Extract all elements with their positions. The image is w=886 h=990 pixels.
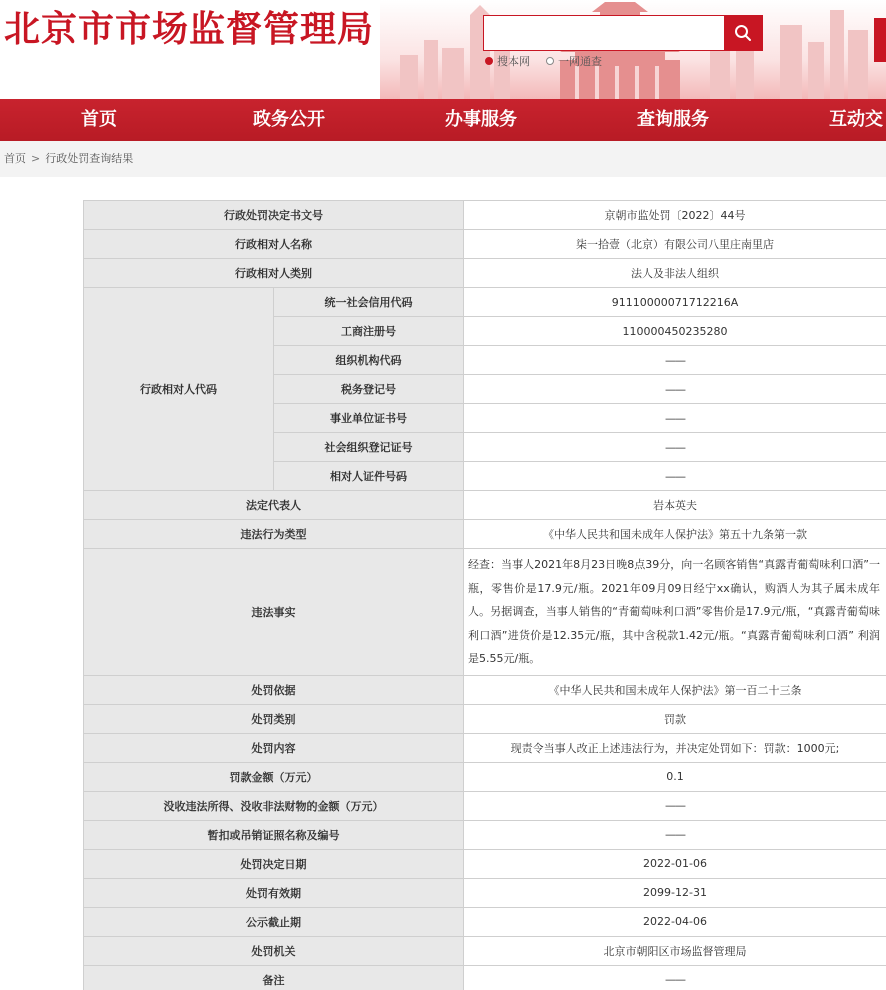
- field-label: 违法行为类型: [84, 520, 464, 549]
- party-category: 法人及非法人组织: [464, 259, 886, 288]
- scope-option-label: 一网通查: [558, 55, 602, 68]
- field-label: 处罚机关: [84, 936, 464, 965]
- fine-amount: 0.1: [464, 762, 886, 791]
- table-row: [84, 965, 886, 990]
- table-row: [84, 704, 886, 733]
- search-box: [483, 15, 763, 51]
- institution-cert-number: ——: [464, 404, 886, 433]
- table-row: [84, 878, 886, 907]
- search-scope: [485, 53, 602, 69]
- field-label: 公示截止期: [84, 907, 464, 936]
- decision-number: 京朝市监处罚〔2022〕44号: [464, 201, 886, 230]
- penalty-record: [83, 200, 886, 990]
- table-row: [84, 820, 886, 849]
- field-label: 统一社会信用代码: [274, 288, 464, 317]
- field-label: 备注: [84, 965, 464, 990]
- nav-item-home[interactable]: 首页: [81, 109, 117, 130]
- field-label: 处罚决定日期: [84, 849, 464, 878]
- penalty-content: 现责令当事人改正上述违法行为，并决定处罚如下：罚款：1000元;: [464, 733, 886, 762]
- field-label: 社会组织登记证号: [274, 433, 464, 462]
- field-label: 处罚内容: [84, 733, 464, 762]
- scope-option-site[interactable]: [485, 53, 530, 69]
- confiscation-amount: ——: [464, 791, 886, 820]
- violation-facts: 经查：当事人2021年8月23日晚8点39分，向一名顾客销售“真露青葡萄味利口酒”一瓶，零售价是17.9元/瓶。2021年09月09日经宁xx确认，购酒人为其子属未成年人。另据调查，当事人销售的“青葡萄味利口酒”零售价是17.9元/瓶，“真露青葡萄味利口酒”进货价是12.35元/瓶，其中含税款1.42元/瓶。“真露青葡萄味利口酒” 利润是5.55元/瓶。: [464, 549, 886, 676]
- breadcrumb-current: 行政处罚查询结果: [45, 152, 134, 165]
- table-row: [84, 791, 886, 820]
- id-number: ——: [464, 462, 886, 491]
- decision-date: 2022-01-06: [464, 849, 886, 878]
- radio-selected-icon: [485, 57, 493, 65]
- field-label: 行政相对人名称: [84, 230, 464, 259]
- field-label: 税务登记号: [274, 375, 464, 404]
- party-name: 柒一拾壹（北京）有限公司八里庄南里店: [464, 230, 886, 259]
- violation-type: 《中华人民共和国未成年人保护法》第五十九条第一款: [464, 520, 886, 549]
- table-row: [84, 520, 886, 549]
- field-label: 暂扣或吊销证照名称及编号: [84, 820, 464, 849]
- search-input[interactable]: [484, 16, 724, 50]
- penalty-authority: 北京市朝阳区市场监督管理局: [464, 936, 886, 965]
- search-button[interactable]: [724, 16, 762, 50]
- business-reg-number: 110000450235280: [464, 317, 886, 346]
- table-row: [84, 907, 886, 936]
- field-label: 工商注册号: [274, 317, 464, 346]
- field-label: 没收违法所得、没收非法财物的金额（万元）: [84, 791, 464, 820]
- breadcrumb-separator: >: [31, 152, 41, 165]
- main-nav: [0, 99, 886, 141]
- table-row: [84, 259, 886, 288]
- table-row: [84, 201, 886, 230]
- side-badge[interactable]: [874, 18, 886, 62]
- field-label: 处罚依据: [84, 675, 464, 704]
- table-row: [84, 549, 886, 676]
- field-label: 处罚类别: [84, 704, 464, 733]
- credit-code: 91110000071712216A: [464, 288, 886, 317]
- field-label: 处罚有效期: [84, 878, 464, 907]
- radio-unselected-icon: [546, 57, 554, 65]
- nav-item-interaction[interactable]: 互动交: [829, 109, 883, 130]
- legal-representative: 岩本英夫: [464, 491, 886, 520]
- table-row: [84, 849, 886, 878]
- table-row: [84, 733, 886, 762]
- field-label: 相对人证件号码: [274, 462, 464, 491]
- penalty-basis: 《中华人民共和国未成年人保护法》第一百二十三条: [464, 675, 886, 704]
- nav-item-gov-affairs[interactable]: 政务公开: [253, 109, 325, 130]
- remarks: ——: [464, 965, 886, 990]
- field-label: 事业单位证书号: [274, 404, 464, 433]
- penalty-category: 罚款: [464, 704, 886, 733]
- table-row: [84, 675, 886, 704]
- site-title[interactable]: 北京市市场监督管理局: [4, 9, 375, 50]
- publicity-deadline: 2022-04-06: [464, 907, 886, 936]
- org-code: ——: [464, 346, 886, 375]
- field-label: 组织机构代码: [274, 346, 464, 375]
- search-icon: [734, 24, 752, 42]
- tax-reg-number: ——: [464, 375, 886, 404]
- social-org-reg-number: ——: [464, 433, 886, 462]
- scope-option-all[interactable]: [546, 53, 602, 69]
- field-label: 罚款金额（万元）: [84, 762, 464, 791]
- scope-option-label: 搜本网: [497, 55, 530, 68]
- penalty-record-table: [83, 200, 886, 990]
- field-label: 行政处罚决定书文号: [84, 201, 464, 230]
- field-label: 法定代表人: [84, 491, 464, 520]
- nav-item-query[interactable]: 查询服务: [637, 109, 709, 130]
- table-row: [84, 288, 886, 317]
- table-row: [84, 936, 886, 965]
- site-header: [0, 0, 886, 99]
- table-row: [84, 762, 886, 791]
- table-row: [84, 491, 886, 520]
- field-label: 违法事实: [84, 549, 464, 676]
- nav-item-services[interactable]: 办事服务: [445, 109, 517, 130]
- table-row: [84, 230, 886, 259]
- license-suspension: ——: [464, 820, 886, 849]
- breadcrumb: [0, 141, 886, 177]
- code-group-label: 行政相对人代码: [84, 288, 274, 491]
- valid-until: 2099-12-31: [464, 878, 886, 907]
- field-label: 行政相对人类别: [84, 259, 464, 288]
- breadcrumb-home[interactable]: 首页: [4, 152, 26, 165]
